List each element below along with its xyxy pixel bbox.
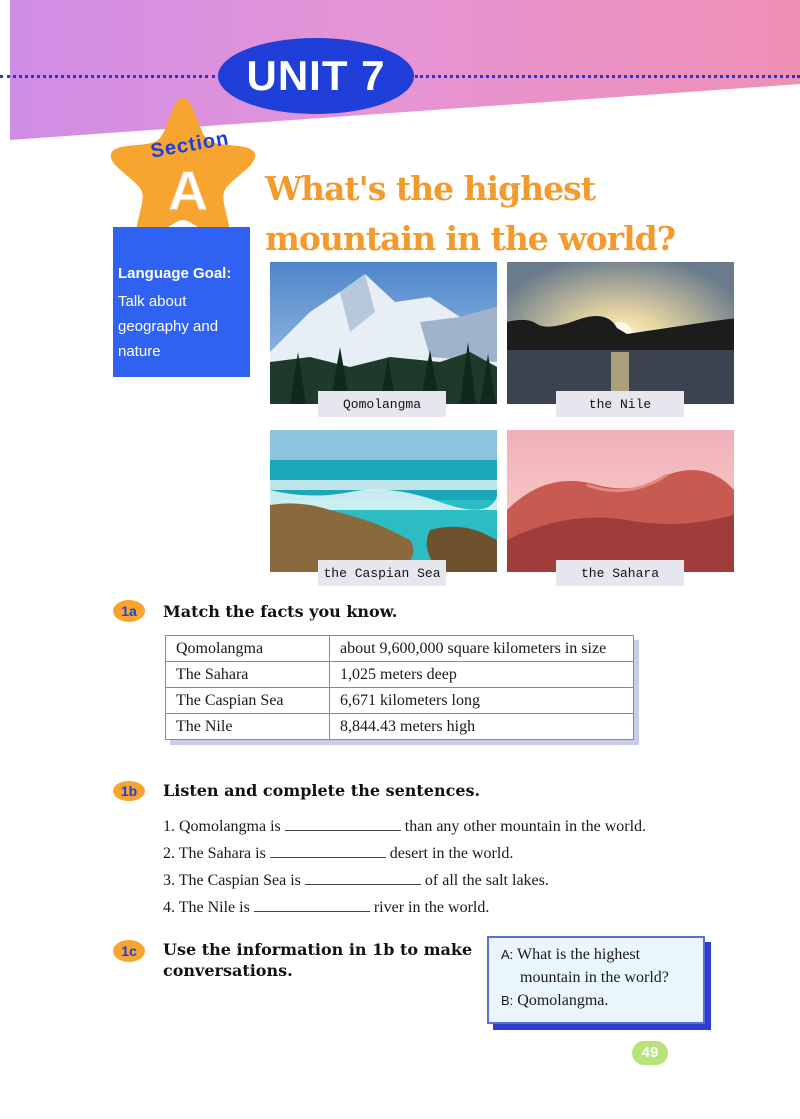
table-row — [166, 688, 634, 714]
exercise-1b-instruction: Listen and complete the sentences. — [163, 781, 481, 800]
dotted-rule-left — [0, 75, 215, 78]
fact-value: 1,025 meters deep — [330, 662, 634, 688]
section-letter: A — [167, 159, 209, 222]
fact-value: about 9,600,000 square kilometers in size — [330, 636, 634, 662]
sentence-text: 1. Qomolangma is — [163, 818, 281, 835]
speaker-b-text: Qomolangma. — [517, 992, 609, 1009]
sentence-text: desert in the world. — [389, 845, 514, 862]
sentence-text: river in the world. — [373, 899, 490, 916]
answer-blank[interactable] — [285, 816, 401, 831]
sentence-text: 2. The Sahara is — [163, 845, 266, 862]
fact-name: Qomolangma — [166, 636, 330, 662]
badge-label: 1a — [121, 603, 137, 619]
conversation-box — [487, 936, 705, 1024]
table-row — [166, 636, 634, 662]
dotted-rule-right — [415, 75, 800, 78]
caption-qomolangma: Qomolangma — [318, 391, 446, 417]
photo-sahara — [507, 430, 734, 572]
exercise-1c-badge — [111, 939, 147, 963]
exercise-1b-badge — [111, 778, 147, 802]
speaker-a-line-1 — [501, 946, 640, 964]
speaker-b-line — [501, 992, 608, 1010]
sentence-text: of all the salt lakes. — [424, 872, 549, 889]
sentence-text: 3. The Caspian Sea is — [163, 872, 301, 889]
caption-nile: the Nile — [556, 391, 684, 417]
exercise-1a-badge — [111, 599, 147, 623]
unit-title: UNIT 7 — [218, 38, 414, 114]
exercise-1c-instruction-line-1: Use the information in 1b to make — [163, 940, 473, 959]
caption-caspian-sea: the Caspian Sea — [318, 560, 446, 586]
caption-sahara: the Sahara — [556, 560, 684, 586]
fact-name: The Nile — [166, 714, 330, 740]
language-goal-title: Language Goal: — [118, 265, 232, 282]
answer-blank[interactable] — [305, 870, 421, 885]
photo-nile — [507, 262, 734, 404]
sentence-4 — [163, 897, 489, 917]
exercise-1a-instruction: Match the facts you know. — [163, 602, 398, 621]
page-number: 49 — [632, 1041, 668, 1065]
page-title: What's the highest mountain in the world? — [265, 169, 676, 258]
speaker-a-text: What is the highest — [517, 946, 641, 963]
sentence-3 — [163, 870, 549, 890]
language-goal-text: Talk about geography and nature — [118, 293, 219, 360]
table-row — [166, 714, 634, 740]
sentence-text: 4. The Nile is — [163, 899, 250, 916]
photo-caspian-sea — [270, 430, 497, 572]
fact-value: 6,671 kilometers long — [330, 688, 634, 714]
table-row — [166, 662, 634, 688]
badge-label: 1b — [120, 783, 138, 799]
sentence-1 — [163, 816, 646, 836]
sentence-2 — [163, 843, 513, 863]
facts-table — [165, 635, 634, 740]
badge-label: 1c — [121, 943, 137, 959]
speaker-b-tag: B: — [501, 993, 514, 1008]
answer-blank[interactable] — [254, 897, 370, 912]
fact-name: The Sahara — [166, 662, 330, 688]
exercise-1c-instruction-line-2: conversations. — [163, 961, 293, 980]
photo-qomolangma — [270, 262, 497, 404]
answer-blank[interactable] — [270, 843, 386, 858]
speaker-a-line-2: mountain in the world? — [520, 969, 669, 986]
sentence-text: than any other mountain in the world. — [404, 818, 647, 835]
speaker-a-tag: A: — [501, 947, 514, 962]
fact-value: 8,844.43 meters high — [330, 714, 634, 740]
section-label: Section — [148, 127, 231, 163]
fact-name: The Caspian Sea — [166, 688, 330, 714]
